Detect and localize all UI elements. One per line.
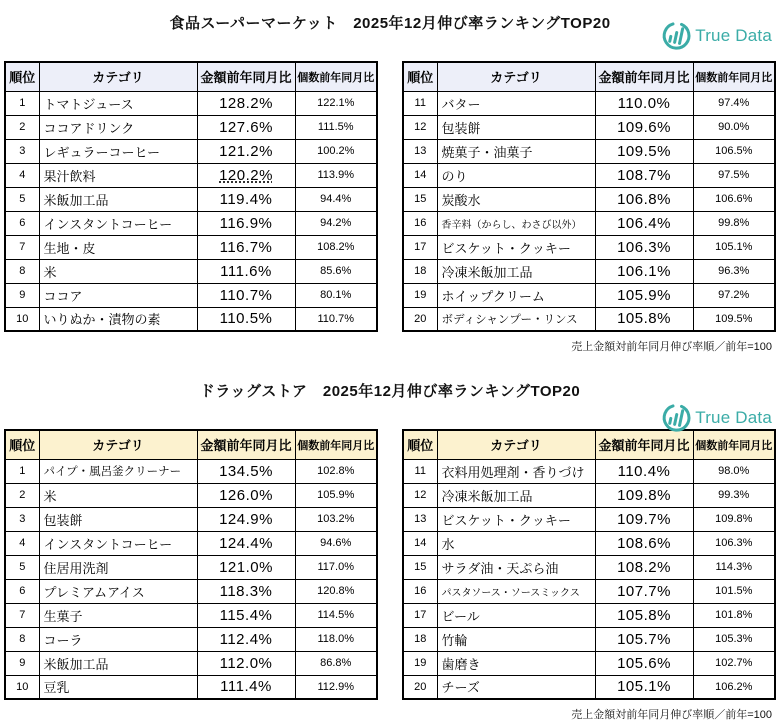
amount-cell: 111.6% <box>197 259 295 283</box>
rank-cell: 2 <box>5 483 39 507</box>
amount-cell: 107.7% <box>595 579 693 603</box>
amount-cell: 120.2% <box>197 163 295 187</box>
count-cell: 102.8% <box>295 459 377 483</box>
amount-cell: 112.0% <box>197 651 295 675</box>
table-row <box>5 603 377 627</box>
table-row <box>5 139 377 163</box>
rank-cell: 13 <box>403 139 437 163</box>
category-cell: 包装餅 <box>39 507 197 531</box>
amount-cell: 111.4% <box>197 675 295 699</box>
rank-cell: 3 <box>5 139 39 163</box>
category-cell: ビスケット・クッキー <box>437 507 595 531</box>
category-cell: 冷凍米飯加工品 <box>437 259 595 283</box>
amount-cell: 106.4% <box>595 211 693 235</box>
count-cell: 105.3% <box>693 627 775 651</box>
category-cell: コーラ <box>39 627 197 651</box>
category-cell: ココア <box>39 283 197 307</box>
rank-cell: 10 <box>5 675 39 699</box>
count-cell: 100.2% <box>295 139 377 163</box>
table-row <box>403 675 775 699</box>
rank-cell: 1 <box>5 91 39 115</box>
table-row <box>5 259 377 283</box>
rank-cell: 12 <box>403 483 437 507</box>
ranking-table-11-20 <box>402 61 776 332</box>
category-cell: 冷凍米飯加工品 <box>437 483 595 507</box>
rank-cell: 13 <box>403 507 437 531</box>
table-row <box>403 211 775 235</box>
amount-cell: 105.6% <box>595 651 693 675</box>
category-cell: 包装餅 <box>437 115 595 139</box>
count-cell: 96.3% <box>693 259 775 283</box>
table-row <box>5 163 377 187</box>
count-cell: 80.1% <box>295 283 377 307</box>
table-row <box>403 283 775 307</box>
amount-cell: 105.1% <box>595 675 693 699</box>
count-cell: 97.2% <box>693 283 775 307</box>
col-category: カテゴリ <box>437 62 595 91</box>
count-cell: 114.5% <box>295 603 377 627</box>
count-cell: 90.0% <box>693 115 775 139</box>
table-row <box>403 627 775 651</box>
rank-cell: 18 <box>403 259 437 283</box>
rank-cell: 17 <box>403 603 437 627</box>
amount-cell: 124.4% <box>197 531 295 555</box>
rank-cell: 9 <box>5 651 39 675</box>
table-row <box>5 115 377 139</box>
header-row <box>5 430 377 459</box>
table-row <box>5 91 377 115</box>
category-cell: プレミアムアイス <box>39 579 197 603</box>
category-cell: チーズ <box>437 675 595 699</box>
amount-cell: 105.8% <box>595 307 693 331</box>
amount-cell: 105.8% <box>595 603 693 627</box>
count-cell: 120.8% <box>295 579 377 603</box>
count-cell: 94.2% <box>295 211 377 235</box>
amount-cell: 109.5% <box>595 139 693 163</box>
rank-cell: 6 <box>5 579 39 603</box>
table-row <box>5 235 377 259</box>
rank-cell: 19 <box>403 283 437 307</box>
category-cell: パスタソース・ソースミックス <box>437 579 595 603</box>
amount-cell: 126.0% <box>197 483 295 507</box>
col-rank: 順位 <box>403 430 437 459</box>
rank-cell: 5 <box>5 555 39 579</box>
amount-cell: 115.4% <box>197 603 295 627</box>
amount-cell: 109.8% <box>595 483 693 507</box>
ranking-table-1-10 <box>4 429 378 700</box>
bar-chart-circle-icon <box>660 20 692 52</box>
col-category: カテゴリ <box>39 62 197 91</box>
amount-cell: 128.2% <box>197 91 295 115</box>
amount-cell: 106.8% <box>595 187 693 211</box>
category-cell: ココアドリンク <box>39 115 197 139</box>
rank-cell: 2 <box>5 115 39 139</box>
rank-cell: 4 <box>5 531 39 555</box>
table-row <box>5 675 377 699</box>
table-row <box>403 531 775 555</box>
header-row <box>403 62 775 91</box>
table-row <box>5 651 377 675</box>
table-row <box>403 163 775 187</box>
amount-cell: 108.7% <box>595 163 693 187</box>
table-row <box>403 507 775 531</box>
rank-cell: 7 <box>5 235 39 259</box>
category-cell: 住居用洗剤 <box>39 555 197 579</box>
category-cell: 竹輪 <box>437 627 595 651</box>
category-cell: 歯磨き <box>437 651 595 675</box>
amount-cell: 108.2% <box>595 555 693 579</box>
bar-chart-circle-icon <box>660 402 692 434</box>
count-cell: 86.8% <box>295 651 377 675</box>
table-row <box>403 603 775 627</box>
rank-cell: 16 <box>403 211 437 235</box>
rank-cell: 12 <box>403 115 437 139</box>
amount-cell: 110.4% <box>595 459 693 483</box>
table-row <box>403 579 775 603</box>
rank-cell: 9 <box>5 283 39 307</box>
section-title: ドラッグストア 2025年12月伸び率ランキングTOP20 <box>199 383 581 400</box>
count-cell: 94.4% <box>295 187 377 211</box>
amount-cell: 124.9% <box>197 507 295 531</box>
rank-cell: 5 <box>5 187 39 211</box>
count-cell: 106.6% <box>693 187 775 211</box>
count-cell: 105.1% <box>693 235 775 259</box>
count-cell: 114.3% <box>693 555 775 579</box>
rank-cell: 7 <box>5 603 39 627</box>
rank-cell: 8 <box>5 627 39 651</box>
count-cell: 110.7% <box>295 307 377 331</box>
count-cell: 108.2% <box>295 235 377 259</box>
truedata-logo-text: True Data <box>695 408 772 427</box>
category-cell: インスタントコーヒー <box>39 531 197 555</box>
rank-cell: 19 <box>403 651 437 675</box>
header-row <box>403 430 775 459</box>
section-drugstore <box>0 354 780 722</box>
count-cell: 106.2% <box>693 675 775 699</box>
col-category: カテゴリ <box>437 430 595 459</box>
amount-cell: 108.6% <box>595 531 693 555</box>
footnote: 売上金額対前年同月伸び率順／前年=100 <box>571 341 772 353</box>
category-cell: 焼菓子・油菓子 <box>437 139 595 163</box>
truedata-logo-text: True Data <box>695 26 772 45</box>
amount-cell: 116.7% <box>197 235 295 259</box>
category-cell: ホイップクリーム <box>437 283 595 307</box>
count-cell: 97.4% <box>693 91 775 115</box>
tables-row <box>0 429 780 700</box>
table-row <box>5 579 377 603</box>
table-row <box>403 259 775 283</box>
category-cell: 米 <box>39 259 197 283</box>
category-cell: 生菓子 <box>39 603 197 627</box>
table-row <box>403 139 775 163</box>
table-row <box>5 283 377 307</box>
category-cell: インスタントコーヒー <box>39 211 197 235</box>
table-row <box>403 235 775 259</box>
rank-cell: 3 <box>5 507 39 531</box>
count-cell: 101.8% <box>693 603 775 627</box>
category-cell: ビスケット・クッキー <box>437 235 595 259</box>
count-cell: 118.0% <box>295 627 377 651</box>
rank-cell: 16 <box>403 579 437 603</box>
category-cell: 米飯加工品 <box>39 187 197 211</box>
category-cell: 豆乳 <box>39 675 197 699</box>
count-cell: 106.5% <box>693 139 775 163</box>
amount-cell: 109.6% <box>595 115 693 139</box>
col-rank: 順位 <box>403 62 437 91</box>
category-cell: 香辛料（からし、わさび以外） <box>437 211 595 235</box>
category-cell: サラダ油・天ぷら油 <box>437 555 595 579</box>
count-cell: 103.2% <box>295 507 377 531</box>
count-cell: 99.8% <box>693 211 775 235</box>
col-count-yoy: 個数前年同月比 <box>693 62 775 91</box>
rank-cell: 1 <box>5 459 39 483</box>
rank-cell: 4 <box>5 163 39 187</box>
count-cell: 97.5% <box>693 163 775 187</box>
count-cell: 122.1% <box>295 91 377 115</box>
amount-cell: 119.4% <box>197 187 295 211</box>
footnote: 売上金額対前年同月伸び率順／前年=100 <box>571 709 772 721</box>
table-row <box>5 211 377 235</box>
amount-cell: 110.5% <box>197 307 295 331</box>
amount-cell: 116.9% <box>197 211 295 235</box>
truedata-logo <box>660 402 772 434</box>
truedata-logo <box>660 20 772 52</box>
section-title: 食品スーパーマーケット 2025年12月伸び率ランキングTOP20 <box>169 15 611 32</box>
category-cell: トマトジュース <box>39 91 197 115</box>
amount-cell: 106.3% <box>595 235 693 259</box>
rank-cell: 20 <box>403 307 437 331</box>
count-cell: 106.3% <box>693 531 775 555</box>
header-row <box>5 62 377 91</box>
count-cell: 111.5% <box>295 115 377 139</box>
count-cell: 99.3% <box>693 483 775 507</box>
col-amount-yoy: 金額前年同月比 <box>595 430 693 459</box>
category-cell: 米飯加工品 <box>39 651 197 675</box>
table-row <box>5 627 377 651</box>
rank-cell: 10 <box>5 307 39 331</box>
table-row <box>403 555 775 579</box>
count-cell: 85.6% <box>295 259 377 283</box>
count-cell: 113.9% <box>295 163 377 187</box>
amount-cell: 110.0% <box>595 91 693 115</box>
category-cell: 水 <box>437 531 595 555</box>
table-row <box>403 483 775 507</box>
rank-cell: 20 <box>403 675 437 699</box>
amount-cell: 110.7% <box>197 283 295 307</box>
amount-cell: 121.0% <box>197 555 295 579</box>
rank-cell: 14 <box>403 163 437 187</box>
category-cell: ボディシャンプー・リンス <box>437 307 595 331</box>
col-rank: 順位 <box>5 62 39 91</box>
col-rank: 順位 <box>5 430 39 459</box>
amount-cell: 106.1% <box>595 259 693 283</box>
section-supermarket <box>0 0 780 354</box>
rank-cell: 6 <box>5 211 39 235</box>
rank-cell: 17 <box>403 235 437 259</box>
amount-cell: 121.2% <box>197 139 295 163</box>
ranking-table-1-10 <box>4 61 378 332</box>
col-count-yoy: 個数前年同月比 <box>295 430 377 459</box>
count-cell: 94.6% <box>295 531 377 555</box>
count-cell: 102.7% <box>693 651 775 675</box>
count-cell: 98.0% <box>693 459 775 483</box>
col-amount-yoy: 金額前年同月比 <box>197 62 295 91</box>
col-count-yoy: 個数前年同月比 <box>693 430 775 459</box>
tables-row <box>0 61 780 332</box>
amount-cell: 105.9% <box>595 283 693 307</box>
amount-cell: 118.3% <box>197 579 295 603</box>
category-cell: ビール <box>437 603 595 627</box>
col-amount-yoy: 金額前年同月比 <box>595 62 693 91</box>
col-amount-yoy: 金額前年同月比 <box>197 430 295 459</box>
table-row <box>403 459 775 483</box>
category-cell: 生地・皮 <box>39 235 197 259</box>
category-cell: バター <box>437 91 595 115</box>
table-row <box>5 555 377 579</box>
count-cell: 109.5% <box>693 307 775 331</box>
rank-cell: 18 <box>403 627 437 651</box>
table-row <box>5 483 377 507</box>
table-row <box>403 307 775 331</box>
count-cell: 105.9% <box>295 483 377 507</box>
category-cell: いりぬか・漬物の素 <box>39 307 197 331</box>
table-row <box>403 115 775 139</box>
amount-cell: 134.5% <box>197 459 295 483</box>
count-cell: 109.8% <box>693 507 775 531</box>
count-cell: 112.9% <box>295 675 377 699</box>
table-row <box>5 187 377 211</box>
category-cell: レギュラーコーヒー <box>39 139 197 163</box>
table-row <box>403 91 775 115</box>
rank-cell: 15 <box>403 187 437 211</box>
category-cell: のり <box>437 163 595 187</box>
rank-cell: 11 <box>403 459 437 483</box>
count-cell: 117.0% <box>295 555 377 579</box>
category-cell: 炭酸水 <box>437 187 595 211</box>
table-row <box>5 531 377 555</box>
rank-cell: 8 <box>5 259 39 283</box>
amount-cell: 112.4% <box>197 627 295 651</box>
table-row <box>5 307 377 331</box>
col-count-yoy: 個数前年同月比 <box>295 62 377 91</box>
amount-cell: 127.6% <box>197 115 295 139</box>
table-row <box>5 459 377 483</box>
table-row <box>403 187 775 211</box>
rank-cell: 14 <box>403 531 437 555</box>
table-row <box>403 651 775 675</box>
amount-cell: 105.7% <box>595 627 693 651</box>
category-cell: 果汁飲料 <box>39 163 197 187</box>
ranking-table-11-20 <box>402 429 776 700</box>
category-cell: 米 <box>39 483 197 507</box>
category-cell: パイプ・風呂釜クリーナー <box>39 459 197 483</box>
category-cell: 衣料用処理剤・香りづけ <box>437 459 595 483</box>
amount-cell: 109.7% <box>595 507 693 531</box>
count-cell: 101.5% <box>693 579 775 603</box>
rank-cell: 15 <box>403 555 437 579</box>
table-row <box>5 507 377 531</box>
rank-cell: 11 <box>403 91 437 115</box>
col-category: カテゴリ <box>39 430 197 459</box>
